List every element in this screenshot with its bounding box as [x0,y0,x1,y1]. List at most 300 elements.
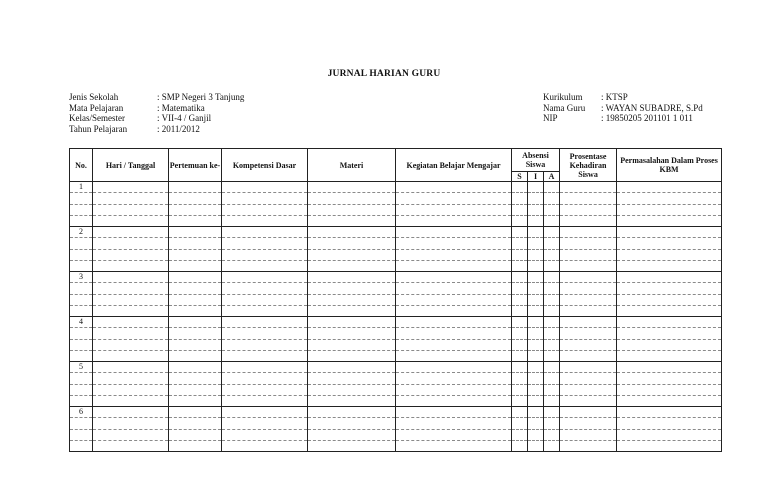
table-cell[interactable] [544,384,560,395]
table-cell[interactable] [222,227,308,238]
table-cell[interactable] [512,294,528,305]
table-cell[interactable] [560,305,617,316]
table-cell[interactable] [169,193,222,204]
table-cell[interactable] [222,249,308,260]
table-cell[interactable] [222,429,308,440]
table-cell[interactable] [169,260,222,271]
table-cell[interactable] [617,204,722,215]
table-cell[interactable] [222,339,308,350]
entry-number-cell[interactable] [70,350,93,361]
teacher-info [543,92,703,124]
entry-number-cell[interactable] [70,215,93,226]
entry-number-cell[interactable] [70,418,93,429]
table-cell[interactable] [512,204,528,215]
table-cell[interactable] [560,429,617,440]
table-row [70,440,722,451]
entry-number-cell[interactable] [70,384,93,395]
table-cell[interactable] [617,193,722,204]
entry-number-cell[interactable] [70,305,93,316]
table-cell[interactable] [93,204,169,215]
table-cell[interactable] [396,362,512,373]
info-value: : 2011/2012 [157,123,200,134]
table-cell[interactable] [544,193,560,204]
entry-number-cell[interactable]: 6 [70,407,93,418]
table-cell[interactable] [512,339,528,350]
table-cell[interactable] [512,407,528,418]
table-cell[interactable] [169,317,222,328]
table-cell[interactable] [560,260,617,271]
table-cell[interactable] [528,283,544,294]
table-cell[interactable] [396,429,512,440]
table-cell[interactable] [308,249,396,260]
table-cell[interactable] [93,283,169,294]
journal-table [69,148,722,452]
table-cell[interactable] [560,328,617,339]
table-cell[interactable] [308,193,396,204]
table-cell[interactable] [528,328,544,339]
table-cell[interactable] [396,227,512,238]
table-cell[interactable] [396,238,512,249]
table-cell[interactable] [169,249,222,260]
table-cell[interactable] [617,373,722,384]
table-cell[interactable] [93,182,169,193]
table-cell[interactable] [560,395,617,406]
table-cell[interactable] [617,317,722,328]
table-cell[interactable] [528,373,544,384]
table-cell[interactable] [512,272,528,283]
table-cell[interactable] [93,407,169,418]
table-cell[interactable] [617,350,722,361]
table-cell[interactable] [93,227,169,238]
table-cell[interactable] [93,429,169,440]
table-cell[interactable] [617,227,722,238]
table-cell[interactable] [169,418,222,429]
table-cell[interactable] [222,272,308,283]
table-cell[interactable] [308,182,396,193]
table-cell[interactable] [544,440,560,451]
table-cell[interactable] [617,395,722,406]
header-permasalahan: Permasalahan Dalam Proses KBM [617,149,722,182]
table-cell[interactable] [222,317,308,328]
table-cell[interactable] [169,373,222,384]
entry-number-cell[interactable] [70,260,93,271]
table-cell[interactable] [617,429,722,440]
table-cell[interactable] [544,328,560,339]
table-cell[interactable] [93,260,169,271]
entry-number-cell[interactable] [70,238,93,249]
table-cell[interactable] [169,272,222,283]
table-cell[interactable] [222,182,308,193]
table-cell[interactable] [169,215,222,226]
table-cell[interactable] [512,384,528,395]
header-absensi: Absensi Siswa [512,149,560,172]
table-cell[interactable] [169,305,222,316]
table-cell[interactable] [617,283,722,294]
table-cell[interactable] [528,227,544,238]
entry-number-cell[interactable] [70,440,93,451]
table-cell[interactable] [308,350,396,361]
table-cell[interactable] [308,283,396,294]
table-cell[interactable] [308,328,396,339]
table-cell[interactable] [617,182,722,193]
header-absensi-a: A [544,172,560,182]
table-cell[interactable] [528,238,544,249]
table-cell[interactable] [308,407,396,418]
table-cell[interactable] [169,283,222,294]
table-cell[interactable] [617,362,722,373]
info-row-kurikulum [543,92,703,103]
entry-number-cell[interactable] [70,283,93,294]
table-cell[interactable] [617,260,722,271]
school-info [69,92,244,134]
table-cell[interactable] [617,328,722,339]
table-cell[interactable] [560,215,617,226]
table-cell[interactable] [512,373,528,384]
table-cell[interactable] [528,418,544,429]
table-cell[interactable] [169,407,222,418]
table-row [70,249,722,260]
header-kegiatan: Kegiatan Belajar Mengajar [396,149,512,182]
table-cell[interactable] [222,204,308,215]
entry-number-cell[interactable] [70,339,93,350]
table-cell[interactable] [560,182,617,193]
table-cell[interactable] [93,305,169,316]
table-cell[interactable] [308,429,396,440]
table-row [70,339,722,350]
header-hari-tanggal: Hari / Tanggal [93,149,169,182]
table-cell[interactable] [560,350,617,361]
info-value: : WAYAN SUBADRE, S.Pd [601,102,703,113]
table-cell[interactable] [396,339,512,350]
table-cell[interactable] [222,395,308,406]
table-cell[interactable] [528,339,544,350]
table-cell[interactable] [93,215,169,226]
table-cell[interactable] [528,215,544,226]
table-cell[interactable] [93,384,169,395]
table-cell[interactable] [396,395,512,406]
table-cell[interactable] [544,204,560,215]
table-cell[interactable] [544,362,560,373]
table-cell[interactable] [308,373,396,384]
table-cell[interactable] [396,215,512,226]
table-cell[interactable] [512,362,528,373]
table-cell[interactable] [544,305,560,316]
header-absensi-s: S [512,172,528,182]
table-cell[interactable] [396,305,512,316]
table-cell[interactable] [544,418,560,429]
entry-number-cell[interactable]: 4 [70,317,93,328]
table-cell[interactable] [222,283,308,294]
table-cell[interactable] [528,362,544,373]
table-cell[interactable] [528,260,544,271]
table-cell[interactable] [93,272,169,283]
table-cell[interactable] [222,384,308,395]
table-cell[interactable] [222,260,308,271]
table-cell[interactable] [617,407,722,418]
table-cell[interactable] [617,272,722,283]
table-cell[interactable] [617,249,722,260]
table-cell[interactable] [169,350,222,361]
table-cell[interactable] [560,204,617,215]
table-cell[interactable] [222,305,308,316]
table-cell[interactable] [528,182,544,193]
entry-number-cell[interactable] [70,193,93,204]
table-cell[interactable] [617,384,722,395]
table-cell[interactable] [222,373,308,384]
table-cell[interactable] [93,418,169,429]
table-cell[interactable] [308,418,396,429]
info-label: Mata Pelajaran [69,102,124,113]
info-label: Jenis Sekolah [69,92,119,102]
entry-number-cell[interactable] [70,204,93,215]
table-cell[interactable] [222,440,308,451]
table-cell[interactable] [308,215,396,226]
table-cell[interactable] [169,429,222,440]
table-cell[interactable] [528,249,544,260]
table-cell[interactable] [560,384,617,395]
table-cell[interactable] [512,350,528,361]
table-cell[interactable] [617,238,722,249]
table-cell[interactable] [512,182,528,193]
info-value: : KTSP [601,92,628,102]
info-label: Tahun Pelajaran [69,123,128,134]
table-cell[interactable] [222,294,308,305]
table-cell[interactable] [396,204,512,215]
table-cell[interactable] [169,328,222,339]
info-row-nama-guru [543,103,703,114]
table-row [70,260,722,271]
entry-number-cell[interactable]: 5 [70,362,93,373]
table-cell[interactable] [617,418,722,429]
table-cell[interactable] [93,317,169,328]
table-cell[interactable] [512,317,528,328]
table-cell[interactable] [512,193,528,204]
table-cell[interactable] [544,283,560,294]
table-cell[interactable] [528,204,544,215]
info-label: NIP [543,113,558,123]
table-cell[interactable] [169,395,222,406]
table-cell[interactable] [308,227,396,238]
info-row-nip [543,113,703,124]
table-cell[interactable] [560,283,617,294]
table-cell[interactable] [93,440,169,451]
table-cell[interactable] [169,204,222,215]
table-cell[interactable] [512,283,528,294]
table-cell[interactable] [308,260,396,271]
table-cell[interactable] [396,260,512,271]
table-cell[interactable] [560,440,617,451]
table-row [70,305,722,316]
table-cell[interactable] [222,350,308,361]
table-cell[interactable] [308,362,396,373]
entry-number-cell[interactable] [70,294,93,305]
table-cell[interactable] [617,294,722,305]
table-cell[interactable] [560,317,617,328]
table-cell[interactable] [308,305,396,316]
table-cell[interactable] [512,328,528,339]
table-cell[interactable] [617,339,722,350]
table-cell[interactable] [544,272,560,283]
table-cell[interactable] [308,317,396,328]
table-row [70,429,722,440]
table-cell[interactable] [544,373,560,384]
entry-number-cell[interactable]: 2 [70,227,93,238]
table-cell[interactable] [560,407,617,418]
table-cell[interactable] [396,317,512,328]
table-cell[interactable] [396,407,512,418]
table-cell[interactable] [169,440,222,451]
table-cell[interactable] [396,193,512,204]
table-cell[interactable] [528,317,544,328]
entry-number-cell[interactable] [70,373,93,384]
table-row [70,193,722,204]
table-cell[interactable] [396,350,512,361]
table-cell[interactable] [396,418,512,429]
info-label: Nama Guru [543,102,586,113]
table-cell[interactable] [308,395,396,406]
table-cell[interactable] [308,272,396,283]
table-row [70,373,722,384]
entry-number-cell[interactable] [70,328,93,339]
table-cell[interactable] [93,362,169,373]
table-cell[interactable] [222,362,308,373]
table-row [70,418,722,429]
table-cell[interactable] [308,294,396,305]
table-cell[interactable] [308,440,396,451]
table-cell[interactable] [169,294,222,305]
table-cell[interactable] [544,249,560,260]
table-cell[interactable] [93,328,169,339]
table-cell[interactable] [169,227,222,238]
table-cell[interactable] [512,215,528,226]
table-cell[interactable] [528,350,544,361]
table-row [70,272,722,283]
table-cell[interactable] [396,283,512,294]
entry-number-cell[interactable] [70,429,93,440]
table-cell[interactable] [308,339,396,350]
table-cell[interactable] [308,204,396,215]
table-cell[interactable] [544,215,560,226]
table-cell[interactable] [560,227,617,238]
table-cell[interactable] [528,440,544,451]
table-cell[interactable] [544,407,560,418]
table-cell[interactable] [308,238,396,249]
table-cell[interactable] [222,215,308,226]
table-cell[interactable] [169,238,222,249]
table-cell[interactable] [512,418,528,429]
entry-number-cell[interactable]: 3 [70,272,93,283]
table-cell[interactable] [560,272,617,283]
table-cell[interactable] [512,260,528,271]
table-cell[interactable] [396,294,512,305]
table-cell[interactable] [93,193,169,204]
table-cell[interactable] [93,339,169,350]
table-cell[interactable] [560,249,617,260]
table-cell[interactable] [396,272,512,283]
table-cell[interactable] [544,339,560,350]
table-cell[interactable] [528,407,544,418]
table-cell[interactable] [560,373,617,384]
table-cell[interactable] [560,193,617,204]
table-cell[interactable] [308,384,396,395]
table-cell[interactable] [512,429,528,440]
table-cell[interactable] [222,328,308,339]
table-cell[interactable] [544,350,560,361]
table-cell[interactable] [93,395,169,406]
table-cell[interactable] [169,182,222,193]
info-value: : SMP Negeri 3 Tanjung [157,92,245,102]
table-cell[interactable] [396,373,512,384]
table-cell[interactable] [512,395,528,406]
header-pertemuan: Pertemuan ke- [169,149,222,182]
table-cell[interactable] [222,193,308,204]
table-cell[interactable] [528,193,544,204]
table-cell[interactable] [396,182,512,193]
table-cell[interactable] [222,238,308,249]
table-cell[interactable] [396,440,512,451]
table-cell[interactable] [560,294,617,305]
table-cell[interactable] [544,260,560,271]
table-row [70,362,722,373]
table-cell[interactable] [528,395,544,406]
entry-number-cell[interactable]: 1 [70,182,93,193]
table-cell[interactable] [617,215,722,226]
table-cell[interactable] [512,238,528,249]
table-cell[interactable] [528,384,544,395]
table-cell[interactable] [169,384,222,395]
table-cell[interactable] [93,238,169,249]
table-cell[interactable] [512,227,528,238]
table-cell[interactable] [560,238,617,249]
table-cell[interactable] [544,294,560,305]
table-cell[interactable] [512,249,528,260]
table-cell[interactable] [617,305,722,316]
table-cell[interactable] [544,317,560,328]
table-cell[interactable] [560,418,617,429]
table-cell[interactable] [396,384,512,395]
info-value: : VII-4 / Ganjil [157,113,212,123]
table-cell[interactable] [222,418,308,429]
table-cell[interactable] [528,429,544,440]
table-cell[interactable] [93,249,169,260]
table-cell[interactable] [169,339,222,350]
entry-number-cell[interactable] [70,249,93,260]
table-cell[interactable] [528,305,544,316]
table-cell[interactable] [560,339,617,350]
table-cell[interactable] [93,373,169,384]
table-cell[interactable] [528,272,544,283]
table-cell[interactable] [560,362,617,373]
table-cell[interactable] [528,294,544,305]
table-cell[interactable] [93,294,169,305]
table-cell[interactable] [544,238,560,249]
table-cell[interactable] [617,440,722,451]
table-cell[interactable] [512,305,528,316]
table-cell[interactable] [544,227,560,238]
table-row [70,294,722,305]
table-cell[interactable] [93,350,169,361]
table-cell[interactable] [512,440,528,451]
header-no: No. [70,149,93,182]
entry-number-cell[interactable] [70,395,93,406]
table-cell[interactable] [396,249,512,260]
table-cell[interactable] [169,362,222,373]
table-cell[interactable] [544,429,560,440]
table-cell[interactable] [222,407,308,418]
table-cell[interactable] [396,328,512,339]
table-cell[interactable] [544,395,560,406]
table-cell[interactable] [544,182,560,193]
